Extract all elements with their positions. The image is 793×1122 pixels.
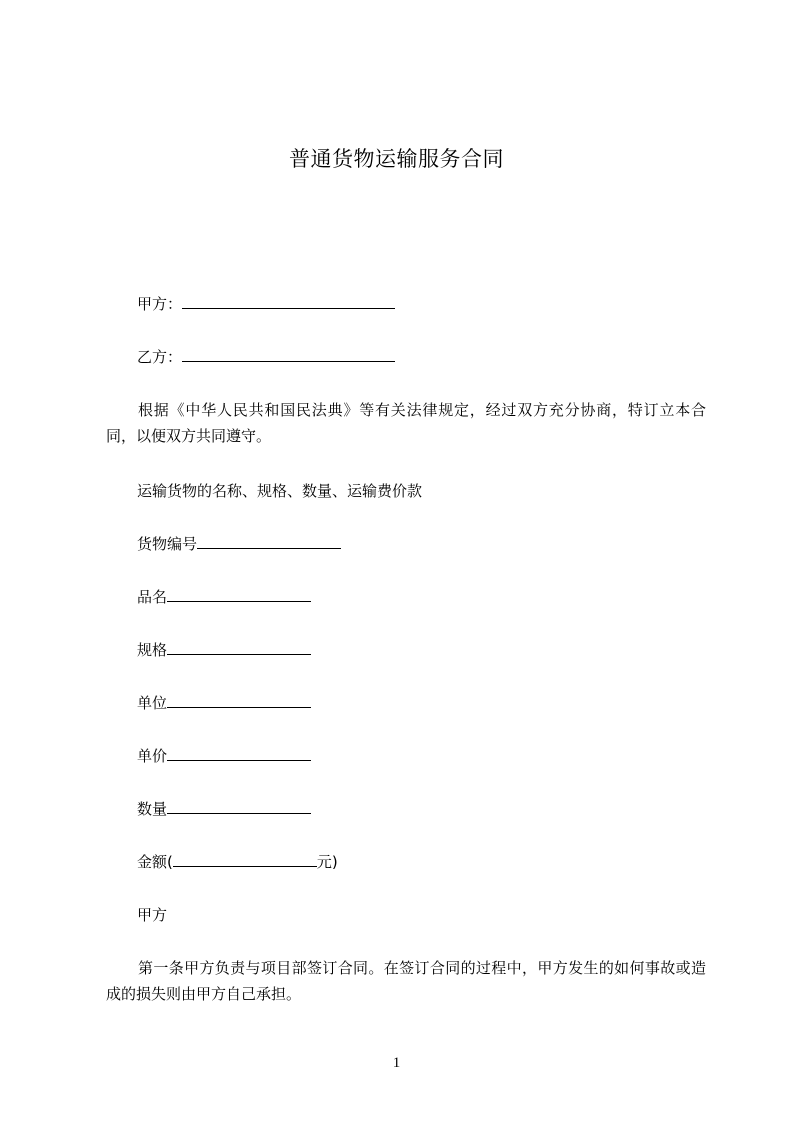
- quantity-blank: [167, 799, 311, 814]
- amount-blank: [173, 852, 317, 867]
- unit-price-line: [137, 746, 311, 766]
- party-b-label: 乙方：: [137, 348, 183, 366]
- party-b-blank: [182, 347, 395, 362]
- quantity-line: [137, 799, 311, 819]
- intro-paragraph: 根据《中华人民共和国民法典》等有关法律规定，经过双方充分协商，特订立本合同，以便双方共同遵守。: [106, 401, 706, 445]
- spec-line: [137, 640, 311, 660]
- party-a-blank: [182, 294, 395, 309]
- party-b-line: [137, 347, 395, 367]
- product-name-line: [137, 587, 311, 607]
- article-1-paragraph: 第一条甲方负责与项目部签订合同。在签订合同的过程中，甲方发生的如何事故或造成的损失则由甲方自己承担。: [106, 959, 706, 1003]
- party-a-line: [137, 294, 395, 314]
- spec-label: 规格: [137, 641, 168, 659]
- amount-suffix: 元): [316, 853, 338, 871]
- unit-price-label: 单价: [137, 747, 168, 765]
- goods-number-line: [137, 534, 341, 554]
- document-title: 普通货物运输服务合同: [289, 147, 504, 171]
- product-name-label: 品名: [137, 588, 168, 606]
- amount-prefix: 金额(: [137, 853, 173, 871]
- amount-line: [137, 852, 338, 872]
- goods-number-label: 货物编号: [137, 535, 198, 553]
- goods-number-blank: [197, 534, 341, 549]
- page-number: 1: [392, 1055, 401, 1071]
- party-a-heading: 甲方: [137, 906, 168, 924]
- section-heading: 运输货物的名称、规格、数量、运输费价款: [137, 482, 423, 500]
- spec-blank: [167, 640, 311, 655]
- unit-line: [137, 693, 311, 713]
- party-a-label: 甲方：: [137, 295, 183, 313]
- unit-label: 单位: [137, 694, 168, 712]
- unit-price-blank: [167, 746, 311, 761]
- product-name-blank: [167, 587, 311, 602]
- unit-blank: [167, 693, 311, 708]
- quantity-label: 数量: [137, 800, 168, 818]
